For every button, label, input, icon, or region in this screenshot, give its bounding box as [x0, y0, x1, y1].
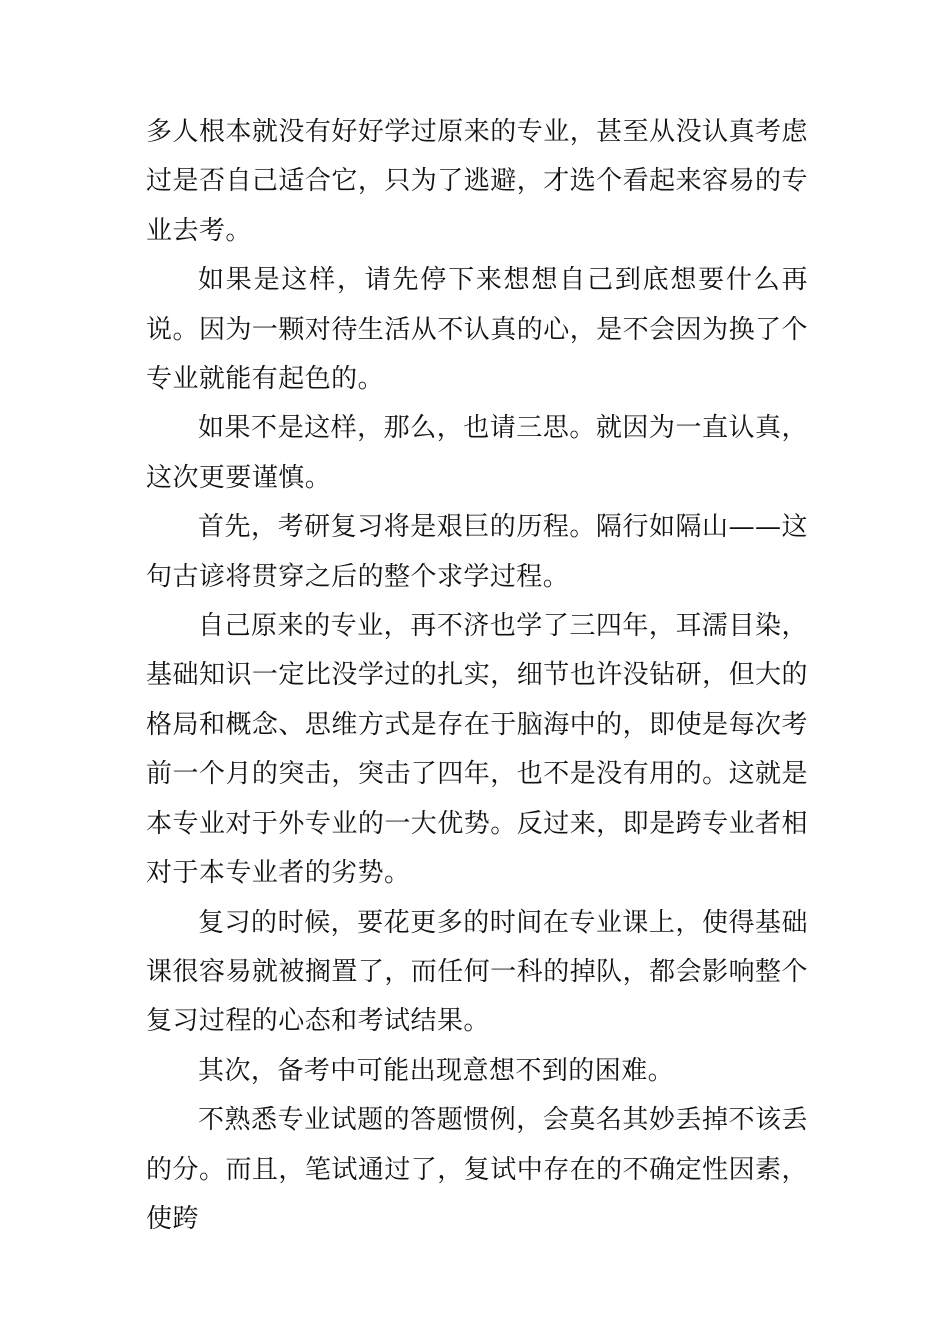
- paragraph: 首先，考研复习将是艰巨的历程。隔行如隔山——这句古谚将贯穿之后的整个求学过程。: [146, 512, 808, 592]
- paragraph: 如果不是这样，那么，也请三思。就因为一直认真，这次更要谨慎。: [146, 413, 808, 493]
- paragraph: 如果是这样，请先停下来想想自己到底想要什么再说。因为一颗对待生活从不认真的心，是不会因为换了个专业就能有起色的。: [146, 265, 808, 395]
- body-text: [146, 108, 808, 1244]
- paragraph: 自己原来的专业，再不济也学了三四年，耳濡目染，基础知识一定比没学过的扎实，细节也许没钻研，但大的格局和概念、思维方式是存在于脑海中的，即使是每次考前一个月的突击，突击了四年，也不是没有用的。这就是本专业对于外专业的一大优势。反过来，即是跨专业者相对于本专业者的劣势。: [146, 611, 808, 889]
- paragraph: 复习的时候，要花更多的时间在专业课上，使得基础课很容易就被搁置了，而任何一科的掉队，都会影响整个复习过程的心态和考试结果。: [146, 907, 808, 1037]
- paragraph: 不熟悉专业试题的答题惯例，会莫名其妙丢掉不该丢的分。而且，笔试通过了，复试中存在的不确定性因素，使跨: [146, 1105, 808, 1234]
- paragraph-continuation: 多人根本就没有好好学过原来的专业，甚至从没认真考虑过是否自己适合它，只为了逃避，才选个看起来容易的专业去考。: [146, 117, 808, 246]
- paragraph: 其次，备考中可能出现意想不到的困难。: [198, 1055, 675, 1086]
